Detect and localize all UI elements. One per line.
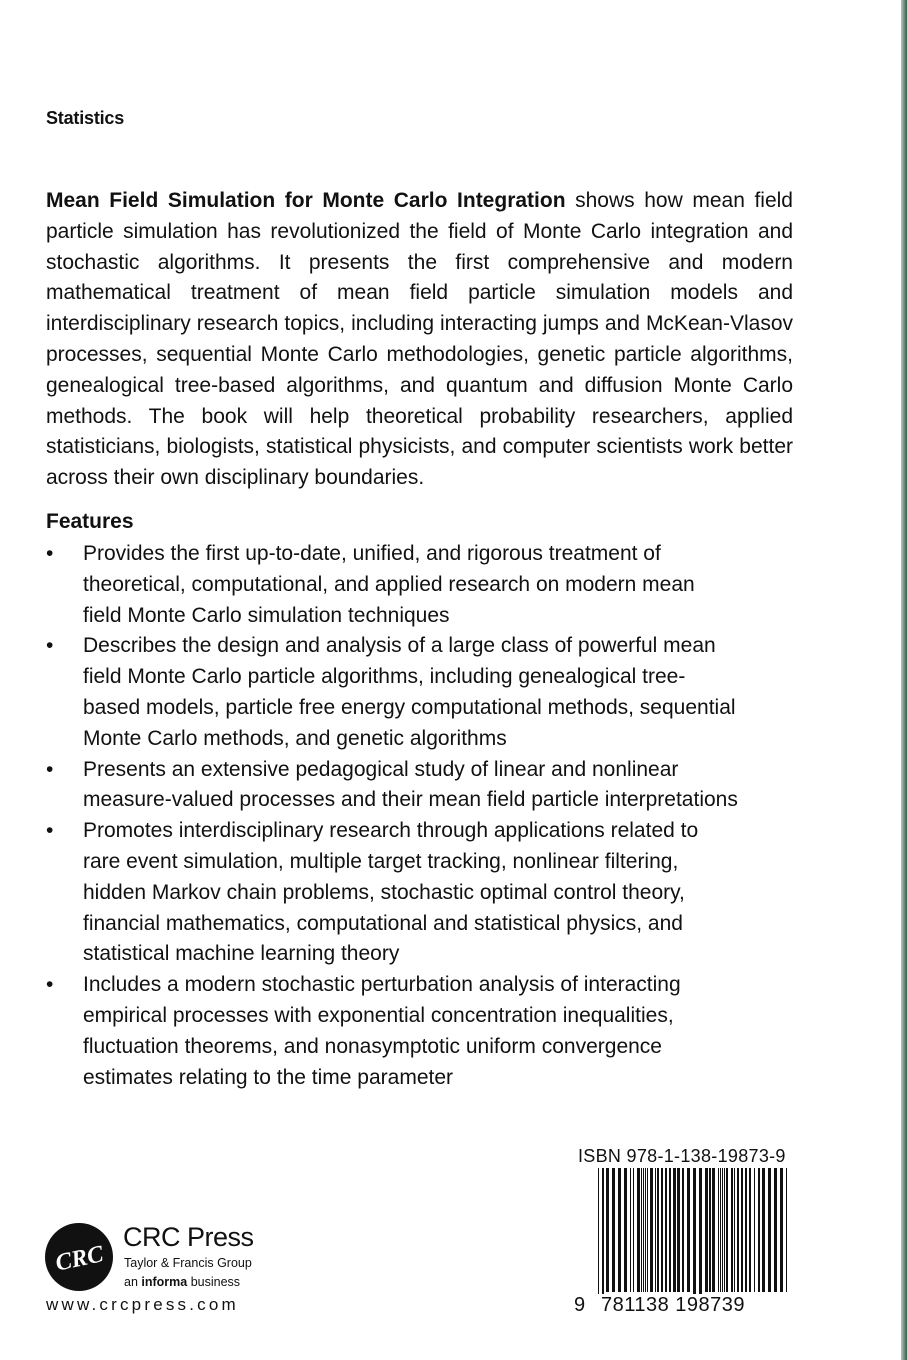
barcode-bar xyxy=(720,1168,721,1292)
bullet-icon: • xyxy=(46,634,54,658)
book-title: Mean Field Simulation for Monte Carlo Integration xyxy=(46,189,566,212)
book-description xyxy=(46,186,793,494)
feature-item xyxy=(46,816,806,970)
barcode-bar xyxy=(724,1168,725,1292)
barcode-bar xyxy=(758,1168,760,1292)
barcode-bar xyxy=(645,1168,646,1292)
barcode-bar xyxy=(612,1168,615,1292)
barcode-bar xyxy=(709,1168,711,1292)
barcode-bar xyxy=(630,1168,631,1292)
barcode-bar xyxy=(657,1168,659,1292)
barcode-bar xyxy=(726,1168,728,1292)
feature-item xyxy=(46,970,806,1093)
barcode-bar xyxy=(647,1168,648,1292)
barcode-bar xyxy=(677,1168,680,1292)
features-list xyxy=(46,539,806,1093)
crc-logo xyxy=(44,1222,114,1292)
feature-line: statistical machine learning theory xyxy=(83,942,400,966)
barcode-first-digit: 9 xyxy=(574,1294,586,1316)
feature-line: estimates relating to the time parameter xyxy=(83,1065,454,1089)
barcode-bar xyxy=(712,1168,715,1292)
publisher-website[interactable]: www.crcpress.com xyxy=(46,1295,239,1314)
barcode-bar xyxy=(734,1168,735,1292)
barcode-bar xyxy=(669,1168,671,1292)
publisher-tagline xyxy=(124,1275,240,1289)
feature-line: Promotes interdisciplinary research through applications related to xyxy=(83,819,699,843)
feature-line: fluctuation theorems, and nonasymptotic uniform convergence xyxy=(83,1034,662,1058)
barcode-bar xyxy=(737,1168,739,1292)
barcode-bar xyxy=(768,1168,771,1292)
feature-line: Provides the first up-to-date, unified, and rigorous treatment of xyxy=(83,542,661,565)
cover-edge-strip xyxy=(901,0,907,1360)
feature-line: Describes the design and analysis of a large class of powerful mean xyxy=(83,634,716,658)
feature-line: based models, particle free energy computational methods, sequential xyxy=(83,695,736,719)
barcode-bar xyxy=(699,1168,702,1308)
feature-line: theoretical, computational, and applied research on modern mean xyxy=(83,572,695,596)
bullet-icon: • xyxy=(46,542,54,565)
barcode-bar xyxy=(774,1168,777,1292)
bullet-icon: • xyxy=(46,757,54,781)
feature-item xyxy=(46,755,806,817)
barcode-bar xyxy=(749,1168,751,1292)
publisher-name: CRC Press xyxy=(123,1222,254,1252)
barcode-bar xyxy=(786,1168,787,1292)
feature-item xyxy=(46,631,806,754)
barcode-bar xyxy=(780,1168,783,1292)
feature-item xyxy=(46,539,806,631)
barcode-bar xyxy=(598,1168,599,1308)
barcode-bar xyxy=(693,1168,696,1308)
barcode-bar xyxy=(624,1168,627,1292)
feature-line: field Monte Carlo simulation techniques xyxy=(83,603,450,627)
barcode-bar xyxy=(655,1168,656,1292)
barcode-bar xyxy=(661,1168,663,1292)
tagline-informa: informa xyxy=(141,1275,188,1289)
barcode-bar xyxy=(682,1168,684,1292)
category-label: Statistics xyxy=(46,108,125,128)
barcode-bar xyxy=(762,1168,765,1292)
crc-logo-icon xyxy=(44,1222,114,1292)
barcode-bar xyxy=(731,1168,733,1292)
feature-line: rare event simulation, multiple target tracking, nonlinear filtering, xyxy=(83,849,679,873)
barcode-bar xyxy=(745,1168,747,1292)
feature-line: field Monte Carlo particle algorithms, including genealogical tree- xyxy=(83,665,686,689)
barcode-bar xyxy=(643,1168,644,1292)
barcode-digits xyxy=(574,1292,792,1322)
barcode-bar xyxy=(741,1168,743,1292)
feature-line: Presents an extensive pedagogical study of linear and nonlinear xyxy=(83,757,679,781)
tagline-suffix: business xyxy=(187,1275,241,1289)
feature-line: hidden Markov chain problems, stochastic optimal control theory, xyxy=(83,880,685,904)
barcode-bar xyxy=(718,1168,719,1292)
barcode-bar xyxy=(705,1168,708,1292)
feature-line: Monte Carlo methods, and genetic algorithms xyxy=(83,726,507,750)
bullet-icon: • xyxy=(46,973,54,997)
barcode-number: 781138 198739 xyxy=(598,1294,748,1317)
crc-logo-text: CRC xyxy=(53,1241,106,1277)
feature-line: empirical processes with exponential concentration inequalities, xyxy=(83,1003,674,1027)
barcode-bar xyxy=(673,1168,676,1292)
barcode-bar xyxy=(687,1168,690,1292)
barcode-bar xyxy=(650,1168,653,1292)
features-heading: Features xyxy=(46,510,134,533)
barcode-bar xyxy=(602,1168,604,1308)
barcode-bar xyxy=(606,1168,609,1292)
bullet-icon: • xyxy=(46,819,54,843)
description-body: shows how mean field particle simulation has revolutionized the field of Monte Carlo integration and stochastic algorithms. It presents the first comprehensive and modern mathematical treatment of mean field particle simulation models and interdisciplinary research topics, including interacting jumps and McKean-Vlasov processes, sequential Monte Carlo methodologies, genetic particle algorithms, genealogical tree-based algorithms, and quantum and diffusion Monte Carlo methods. The book will help theoretical probability researchers, applied statisticians, biologists, statistical physicists, and computer scientists work better across their own disciplinary boundaries. xyxy=(46,189,793,490)
tagline-prefix: an xyxy=(124,1275,142,1289)
publisher-group: Taylor & Francis Group xyxy=(124,1256,252,1270)
barcode-bar xyxy=(665,1168,667,1292)
barcode-bar xyxy=(633,1168,634,1292)
barcode-bar xyxy=(754,1168,755,1292)
barcode-bar xyxy=(722,1168,723,1292)
barcode-bar xyxy=(637,1168,640,1292)
isbn-label: ISBN 978-1-138-19873-9 xyxy=(578,1146,786,1166)
barcode-bar xyxy=(618,1168,621,1292)
feature-line: Includes a modern stochastic perturbation analysis of interacting xyxy=(83,973,681,997)
feature-line: financial mathematics, computational and statistical physics, and xyxy=(83,911,683,935)
barcode-bar xyxy=(641,1168,642,1292)
feature-line: measure-valued processes and their mean field particle interpretations xyxy=(83,788,738,812)
